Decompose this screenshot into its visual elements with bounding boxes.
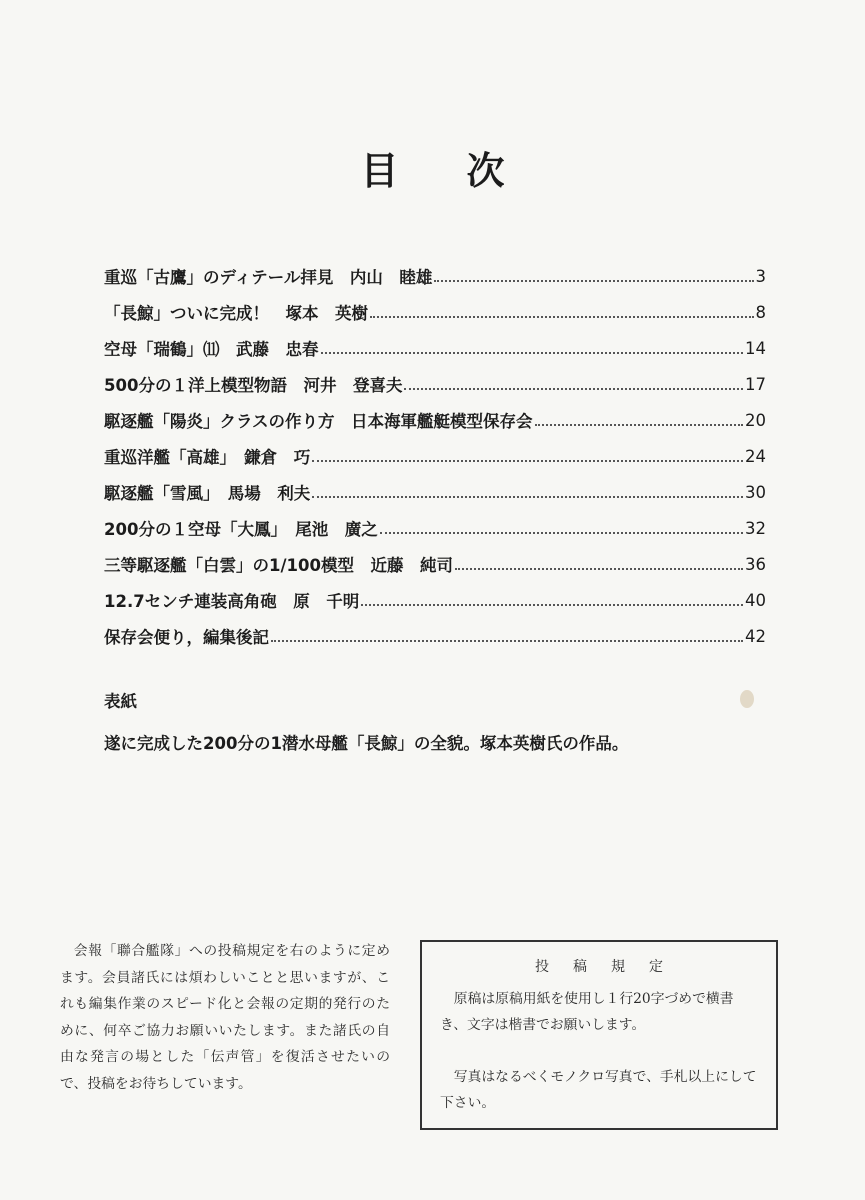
toc-entry-title: 200分の１空母「大鳳」 尾池 廣之 [104,520,378,539]
page-title [0,140,865,195]
toc-entry [104,294,766,330]
toc-entry-page: 3 [755,266,766,286]
toc-entry-title: 重巡洋艦「高雄」 鎌倉 巧 [104,448,311,467]
toc-entry-page: 30 [745,482,766,502]
rule-manuscript: 原稿は原稿用紙を使用し１行20字づめで横書き、文字は楷書でお願いします。 [440,991,734,1033]
table-of-contents [104,258,766,654]
toc-entry-title: 駆逐艦「陽炎」クラスの作り方 日本海軍艦艇模型保存会 [104,412,533,431]
toc-entry [104,618,766,654]
toc-entry [104,510,766,546]
page-title-part1: 目 [360,149,399,193]
dot-leader [312,460,743,462]
toc-entry-title: 重巡「古鷹」のディテール拝見 内山 睦雄 [104,268,433,287]
dot-leader [370,316,754,318]
toc-entry [104,438,766,474]
paper-stain [740,690,754,708]
toc-entry-title: 「長鯨」ついに完成！ 塚本 英樹 [104,304,368,323]
dot-leader [380,532,743,534]
toc-entry-page: 32 [745,518,766,538]
dot-leader [434,280,753,282]
page-title-part2: 次 [466,149,505,193]
toc-entry-title: 12.7センチ連装高角砲 原 千明 [104,592,360,611]
toc-entry-page: 20 [745,410,766,430]
toc-entry-title: 保存会便り，編集後記 [104,628,269,647]
rules-title: 投稿規定 [535,959,687,975]
submission-rules-box [420,940,778,1130]
toc-entry-title: 三等駆逐艦「白雲」の1/100模型 近藤 純司 [104,556,453,575]
rule-photos: 写真はなるべくモノクロ写真で、手札以上にして下さい。 [440,1069,757,1111]
toc-entry-page: 36 [745,554,766,574]
toc-entry-title: 駆逐艦「雪風」 馬場 利夫 [104,484,311,503]
submission-notice: 会報「聯合艦隊」への投稿規定を右のように定めます。会員諸氏には煩わしいことと思いますが、これも編集作業のスピード化と会報の定期的発行のために、何卒ご協力お願いいたします。また諸氏の自由な発言の場とした「伝声管」を復活させたいので、投稿をお待ちしています。 [60,943,390,1092]
dot-leader [535,424,743,426]
toc-entry [104,474,766,510]
toc-entry-title: 500分の１洋上模型物語 河井 登喜夫 [104,376,403,395]
toc-entry [104,366,766,402]
toc-entry [104,402,766,438]
dot-leader [321,352,744,354]
toc-entry-page: 40 [745,590,766,610]
toc-entry-page: 42 [745,626,766,646]
toc-entry [104,582,766,618]
cover-description: 遂に完成した200分の1潜水母艦「長鯨」の全貌。塚本英樹氏の作品。 [104,734,629,753]
dot-leader [361,604,743,606]
toc-entry-page: 17 [745,374,766,394]
toc-entry [104,258,766,294]
dot-leader [271,640,743,642]
cover-label: 表紙 [104,692,137,711]
dot-leader [312,496,743,498]
toc-entry-title: 空母「瑞鶴」⑾ 武藤 忠春 [104,340,319,359]
dot-leader [455,568,743,570]
dot-leader [404,388,743,390]
toc-entry [104,546,766,582]
toc-entry-page: 24 [745,446,766,466]
toc-entry-page: 8 [755,302,766,322]
toc-entry [104,330,766,366]
toc-entry-page: 14 [745,338,766,358]
